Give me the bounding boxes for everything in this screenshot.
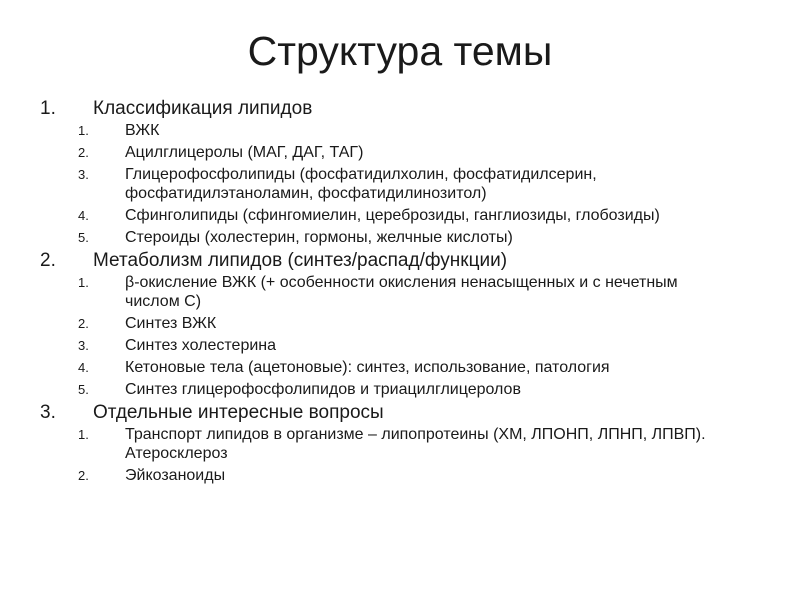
section-label: Метаболизм липидов (синтез/распад/функции)	[93, 250, 508, 271]
section-heading	[40, 250, 770, 272]
section-1	[40, 98, 770, 247]
topic-outline	[40, 95, 770, 488]
item-number: 1.	[78, 275, 89, 290]
list-item	[40, 425, 770, 463]
item-number: 5.	[78, 382, 89, 397]
list-item	[40, 358, 770, 377]
list-item	[40, 206, 770, 225]
item-label: β-окисление ВЖК (+ особенности окисления ненасыщенных и с нечетным числом С)	[125, 274, 678, 310]
list-item	[40, 228, 770, 247]
section-number: 2.	[40, 250, 56, 271]
item-number: 4.	[78, 360, 89, 375]
section-number: 1.	[40, 98, 56, 119]
item-label: Синтез глицерофосфолипидов и триацилглицеролов	[125, 381, 521, 398]
section-label: Классификация липидов	[93, 98, 313, 119]
item-label: Синтез ВЖК	[125, 315, 217, 332]
slide-title: Структура темы	[247, 28, 553, 74]
list-item	[40, 336, 770, 355]
section-items	[40, 273, 770, 399]
item-label: Глицерофосфолипиды (фосфатидилхолин, фосфатидилсерин, фосфатидилэтаноламин, фосфатидилинозитол)	[125, 166, 597, 202]
item-number: 3.	[78, 338, 89, 353]
item-label: Эйкозаноиды	[125, 467, 226, 484]
list-item	[40, 314, 770, 333]
list-item	[40, 466, 770, 485]
item-number: 2.	[78, 145, 89, 160]
item-label: Кетоновые тела (ацетоновые): синтез, использование, патология	[125, 359, 610, 376]
item-label: ВЖК	[125, 122, 160, 139]
item-number: 1.	[78, 427, 89, 442]
section-items	[40, 425, 770, 485]
item-label: Синтез холестерина	[125, 337, 277, 354]
item-number: 3.	[78, 167, 89, 182]
section-2	[40, 250, 770, 399]
list-item	[40, 380, 770, 399]
item-label: Ацилглицеролы (МАГ, ДАГ, ТАГ)	[125, 144, 364, 161]
item-number: 1.	[78, 123, 89, 138]
section-items	[40, 121, 770, 247]
item-number: 4.	[78, 208, 89, 223]
list-item	[40, 143, 770, 162]
section-3	[40, 402, 770, 485]
item-label: Стероиды (холестерин, гормоны, желчные кислоты)	[125, 229, 513, 246]
section-heading	[40, 402, 770, 424]
list-item	[40, 121, 770, 140]
item-number: 2.	[78, 468, 89, 483]
section-label: Отдельные интересные вопросы	[93, 402, 384, 423]
section-number: 3.	[40, 402, 56, 423]
item-label: Сфинголипиды (сфингомиелин, цереброзиды, ганглиозиды, глобозиды)	[125, 207, 660, 224]
section-heading	[40, 98, 770, 120]
item-number: 5.	[78, 230, 89, 245]
list-item	[40, 273, 770, 311]
item-label: Транспорт липидов в организме – липопротеины (ХМ, ЛПОНП, ЛПНП, ЛПВП). Атеросклероз	[125, 426, 706, 462]
item-number: 2.	[78, 316, 89, 331]
list-item	[40, 165, 770, 203]
